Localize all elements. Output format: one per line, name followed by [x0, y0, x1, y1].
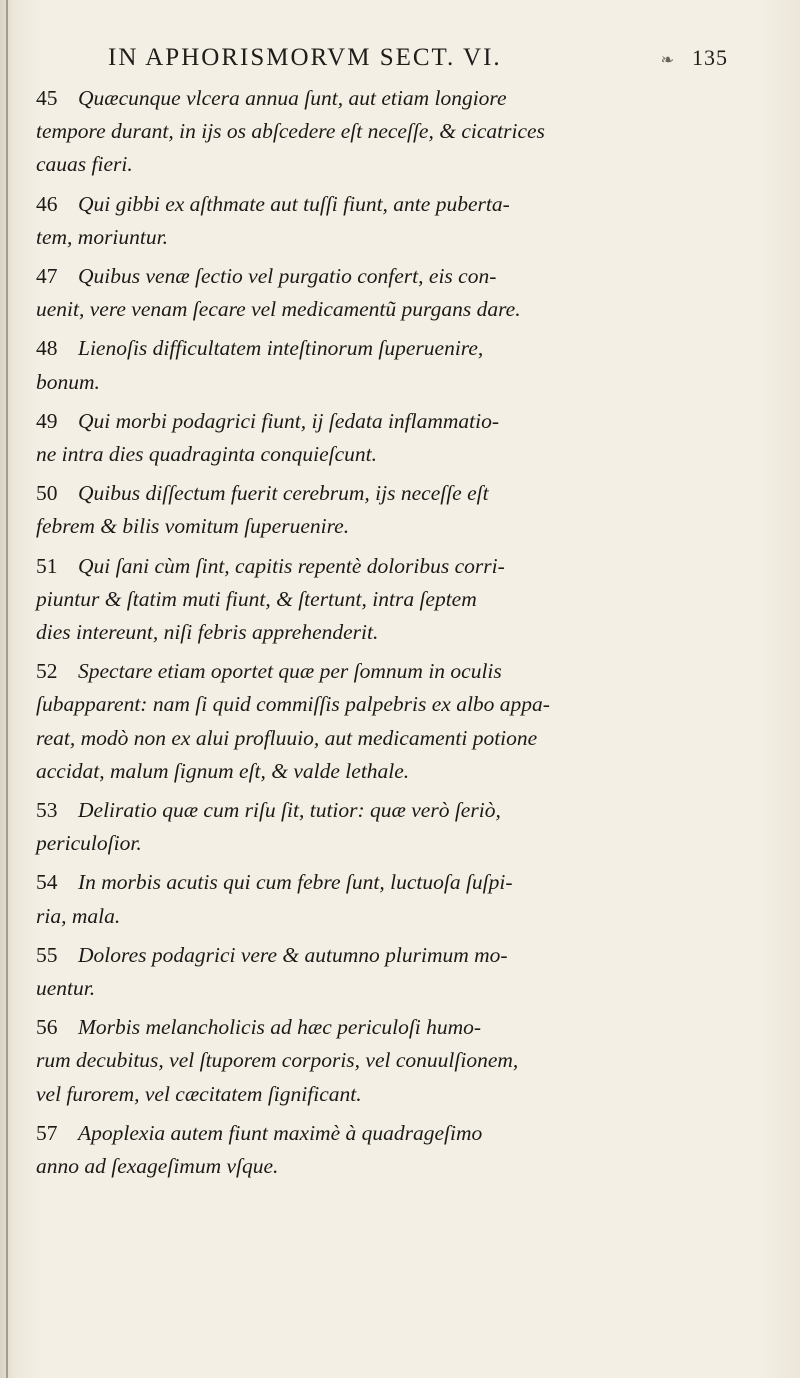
aphorism-line [36, 550, 726, 583]
aphorism-48 [36, 332, 726, 398]
aphorism-number: 50 [36, 481, 58, 506]
aphorism-line [36, 616, 726, 649]
aphorism-line [36, 900, 726, 933]
aphorism-line [36, 827, 726, 860]
aphorism-text: ſubapparent: nam ſi quid commiſſis palpebris ex albo appa- [36, 692, 550, 717]
aphorism-line [36, 939, 726, 972]
aphorism-line [36, 583, 726, 616]
aphorism-text: febrem & bilis vomitum ſuperuenire. [36, 514, 350, 539]
aphorism-number: 51 [36, 553, 58, 578]
aphorism-text: cauas fieri. [36, 152, 133, 177]
aphorism-text: Qui ſani cùm ſint, capitis repentè doloribus corri- [78, 553, 505, 578]
aphorism-line [36, 688, 726, 721]
aphorism-text: In morbis acutis qui cum febre ſunt, luctuoſa ſuſpi- [78, 870, 513, 895]
aphorism-line [36, 405, 726, 438]
aphorism-number: 52 [36, 659, 58, 684]
running-header [108, 44, 728, 84]
aphorism-55 [36, 939, 726, 1005]
aphorism-line [36, 221, 726, 254]
aphorism-text: Dolores podagrici vere & autumno plurimum mo- [78, 942, 508, 967]
aphorism-text: ne intra dies quadraginta conquieſcunt. [36, 442, 377, 467]
aphorism-text: Morbis melancholicis ad hæc periculoſi humo- [78, 1015, 482, 1040]
aphorism-number: 54 [36, 870, 58, 895]
aphorism-57 [36, 1117, 726, 1183]
aphorism-line [36, 477, 726, 510]
aphorism-line [36, 148, 726, 181]
aphorism-line [36, 260, 726, 293]
aphorism-47 [36, 260, 726, 326]
aphorism-46 [36, 188, 726, 254]
binding-edge [6, 0, 8, 1378]
aphorism-line [36, 438, 726, 471]
aphorism-number: 55 [36, 942, 58, 967]
aphorism-text: tem, moriuntur. [36, 224, 168, 249]
aphorism-text: Quæcunque vlcera annua ſunt, aut etiam longiore [78, 86, 507, 110]
aphorism-line [36, 866, 726, 899]
aphorism-text: rum decubitus, vel ſtuporem corporis, vel conuulſionem, [36, 1048, 519, 1073]
aphorism-line [36, 1117, 726, 1150]
aphorism-52 [36, 655, 726, 788]
aphorism-text: Qui gibbi ex aſthmate aut tuſſi fiunt, ante puberta- [78, 191, 510, 216]
aphorism-text: uenit, vere venam ſecare vel medicamentũ purgans dare. [36, 297, 521, 322]
aphorism-text: Lienoſis difficultatem inteſtinorum ſuperuenire, [78, 336, 484, 361]
aphorism-text: Quibus venæ ſectio vel purgatio confert, eis con- [78, 264, 497, 289]
aphorism-text: dies intereunt, niſi febris apprehenderit. [36, 620, 379, 645]
aphorism-line [36, 366, 726, 399]
aphorism-text: Qui morbi podagrici fiunt, ij ſedata inflammatio- [78, 408, 500, 433]
page-number: 135 [692, 45, 728, 70]
aphorism-53 [36, 794, 726, 860]
aphorism-line [36, 82, 726, 115]
aphorism-text: uentur. [36, 976, 96, 1001]
aphorism-number: 53 [36, 798, 58, 823]
aphorism-text: Quibus diſſectum fuerit cerebrum, ijs neceſſe eſt [78, 481, 489, 506]
aphorism-number: 48 [36, 336, 58, 361]
aphorism-49 [36, 405, 726, 471]
aphorism-line [36, 332, 726, 365]
aphorism-line [36, 510, 726, 543]
aphorism-line [36, 972, 726, 1005]
aphorism-text: bonum. [36, 369, 100, 394]
section-title: IN APHORISMORVM SECT. VI. [108, 44, 502, 71]
aphorism-line [36, 1011, 726, 1044]
aphorism-number: 57 [36, 1120, 58, 1145]
aphorism-number: 45 [36, 86, 58, 110]
aphorism-line [36, 293, 726, 326]
aphorism-line [36, 655, 726, 688]
aphorism-56 [36, 1011, 726, 1111]
aphorism-54 [36, 866, 726, 932]
aphorism-text: tempore durant, in ijs os abſcedere eſt neceſſe, & cicatrices [36, 119, 545, 144]
aphorism-text: anno ad ſexageſimum vſque. [36, 1154, 279, 1179]
aphorism-line [36, 188, 726, 221]
aphorism-line [36, 755, 726, 788]
fleuron-icon: ❧ [660, 52, 676, 69]
aphorism-50 [36, 477, 726, 543]
aphorism-line [36, 794, 726, 827]
aphorism-list [36, 82, 726, 1189]
aphorism-text: Deliratio quæ cum riſu ſit, tutior: quæ verò ſeriò, [78, 798, 501, 823]
aphorism-text: reat, modò non ex alui profluuio, aut medicamenti potione [36, 725, 538, 750]
aphorism-line [36, 1078, 726, 1111]
aphorism-number: 47 [36, 264, 58, 289]
aphorism-51 [36, 550, 726, 650]
aphorism-line [36, 722, 726, 755]
aphorism-number: 49 [36, 408, 58, 433]
aphorism-text: ria, mala. [36, 903, 121, 928]
aphorism-line [36, 1150, 726, 1183]
aphorism-text: periculoſior. [36, 831, 142, 856]
aphorism-text: accidat, malum ſignum eſt, & valde lethale. [36, 758, 410, 783]
aphorism-line [36, 1044, 726, 1077]
aphorism-line [36, 115, 726, 148]
aphorism-text: Spectare etiam oportet quæ per ſomnum in oculis [78, 659, 502, 684]
aphorism-text: Apoplexia autem fiunt maximè à quadrageſimo [78, 1120, 483, 1145]
aphorism-number: 56 [36, 1015, 58, 1040]
aphorism-text: piuntur & ſtatim muti fiunt, & ſtertunt, intra ſeptem [36, 586, 477, 611]
aphorism-number: 46 [36, 191, 58, 216]
aphorism-45 [36, 82, 726, 182]
aphorism-text: vel furorem, vel cæcitatem ſignificant. [36, 1081, 362, 1106]
